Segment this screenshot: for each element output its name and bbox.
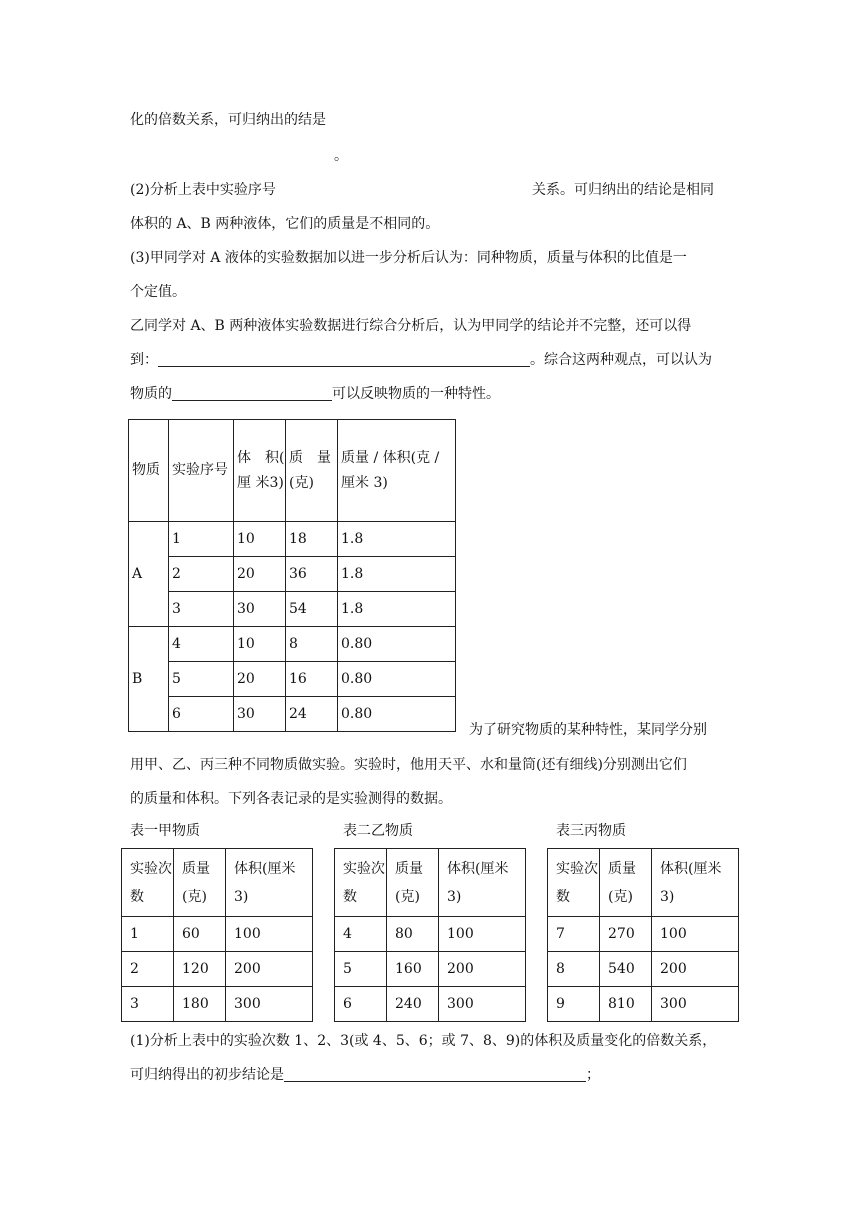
material-table-yi <box>334 848 526 1022</box>
table-cell: 18 <box>286 522 338 557</box>
table-cell: 100 <box>652 917 739 952</box>
header-ratio: 质量 / 体积(克 / 厘米 3) <box>338 420 456 522</box>
table-cell: 0.80 <box>338 627 456 662</box>
header-volume: 体积(厘米 3) <box>652 849 739 917</box>
table-caption: 表二乙物质 <box>343 823 413 839</box>
table-cell: 100 <box>439 917 526 952</box>
table-cell: 80 <box>387 917 439 952</box>
answer-suffix: 。综合这两种观点，可以认为 <box>530 352 712 368</box>
paragraph-line: 个定值。 <box>130 284 186 300</box>
table-cell: 2 <box>169 557 234 592</box>
table-cell: 6 <box>169 697 234 732</box>
table-cell: 8 <box>286 627 338 662</box>
material-cell: A <box>129 522 169 627</box>
header-volume: 体 积( 厘 米3) <box>234 420 286 522</box>
table-cell: 270 <box>600 917 652 952</box>
answer-line-row <box>130 350 712 370</box>
table-caption: 表三丙物质 <box>556 823 626 839</box>
header-mass: 质量(克) <box>174 849 226 917</box>
paragraph-line: 。 <box>334 148 348 164</box>
question-2-end: 关系。可归纳出的结论是相同 <box>532 182 714 198</box>
table-cell: 9 <box>548 987 600 1022</box>
answer-line-row <box>130 384 500 404</box>
table-cell: 20 <box>234 557 286 592</box>
material-table-jia <box>121 848 313 1022</box>
table-cell: 120 <box>174 952 226 987</box>
table-cell: 60 <box>174 917 226 952</box>
table-cell: 36 <box>286 557 338 592</box>
header-seq: 实验序号 <box>169 420 234 522</box>
table-cell: 7 <box>548 917 600 952</box>
question-3-line: (3)甲同学对 A 液体的实验数据加以进一步分析后认为：同种物质，质量与体积的比值是一 <box>130 250 687 266</box>
table-cell: 100 <box>226 917 313 952</box>
table-cell: 1.8 <box>338 557 456 592</box>
header-count: 实验次数 <box>335 849 387 917</box>
table-cell: 300 <box>652 987 739 1022</box>
table-cell: 5 <box>169 662 234 697</box>
header-count: 实验次数 <box>122 849 174 917</box>
table-cell: 240 <box>387 987 439 1022</box>
paragraph-line: 用甲、乙、丙三种不同物质做实验。实验时，他用天平、水和量筒(还有细线)分别测出它们 <box>130 757 687 773</box>
table-cell: 810 <box>600 987 652 1022</box>
table-cell: 6 <box>335 987 387 1022</box>
table-cell: 10 <box>234 627 286 662</box>
table-cell: 200 <box>226 952 313 987</box>
header-mass: 质量(克) <box>600 849 652 917</box>
table-cell: 4 <box>169 627 234 662</box>
table-cell: 20 <box>234 662 286 697</box>
paragraph-line: 化的倍数关系，可归纳出的结是 <box>130 112 326 128</box>
answer-blank[interactable] <box>172 384 332 401</box>
header-volume: 体积(厘米 3) <box>226 849 313 917</box>
answer-prefix: 到： <box>130 352 158 368</box>
paragraph-line: 的质量和体积。下列各表记录的是实验测得的数据。 <box>130 791 452 807</box>
table-cell: 3 <box>122 987 174 1022</box>
table-caption: 表一甲物质 <box>130 823 200 839</box>
table-cell: 1.8 <box>338 522 456 557</box>
table-cell: 54 <box>286 592 338 627</box>
material-table-bing <box>547 848 739 1022</box>
header-mass: 质 量(克) <box>286 420 338 522</box>
answer-line-row <box>130 1065 600 1085</box>
question-1-line: (1)分析上表中的实验次数 1、2、3(或 4、5、6；或 7、8、9)的体积及质量变化的倍数关系， <box>130 1033 717 1049</box>
table-cell: 16 <box>286 662 338 697</box>
question-2-start: (2)分析上表中实验序号 <box>130 182 276 198</box>
table-cell: 10 <box>234 522 286 557</box>
table-cell: 24 <box>286 697 338 732</box>
table-cell: 300 <box>439 987 526 1022</box>
table-cell: 1 <box>122 917 174 952</box>
table-cell: 180 <box>174 987 226 1022</box>
table-cell: 3 <box>169 592 234 627</box>
answer-prefix: 物质的 <box>130 386 172 402</box>
answer-suffix: ； <box>586 1067 600 1083</box>
table-cell: 200 <box>439 952 526 987</box>
table-cell: 2 <box>122 952 174 987</box>
answer-blank[interactable] <box>284 1065 586 1082</box>
table-cell: 5 <box>335 952 387 987</box>
material-cell: B <box>129 627 169 732</box>
table-cell: 0.80 <box>338 662 456 697</box>
table-cell: 30 <box>234 592 286 627</box>
paragraph-line: 体积的 A、B 两种液体，它们的质量是不相同的。 <box>130 216 440 232</box>
paragraph-line: 乙同学对 A、B 两种液体实验数据进行综合分析后，认为甲同学的结论并不完整，还可以得 <box>130 318 692 334</box>
paragraph-line: 为了研究物质的某种特性，某同学分别 <box>469 722 707 738</box>
table-cell: 200 <box>652 952 739 987</box>
liquid-data-table <box>128 419 456 732</box>
table-cell: 30 <box>234 697 286 732</box>
header-volume: 体积(厘米 3) <box>439 849 526 917</box>
table-cell: 0.80 <box>338 697 456 732</box>
table-cell: 540 <box>600 952 652 987</box>
answer-suffix: 可以反映物质的一种特性。 <box>332 386 500 402</box>
table-cell: 1 <box>169 522 234 557</box>
table-cell: 300 <box>226 987 313 1022</box>
answer-prefix: 可归纳得出的初步结论是 <box>130 1067 284 1083</box>
table-cell: 4 <box>335 917 387 952</box>
answer-blank[interactable] <box>158 350 530 367</box>
header-count: 实验次数 <box>548 849 600 917</box>
header-mass: 质量(克) <box>387 849 439 917</box>
table-cell: 1.8 <box>338 592 456 627</box>
table-cell: 160 <box>387 952 439 987</box>
header-material: 物质 <box>129 420 169 522</box>
table-cell: 8 <box>548 952 600 987</box>
